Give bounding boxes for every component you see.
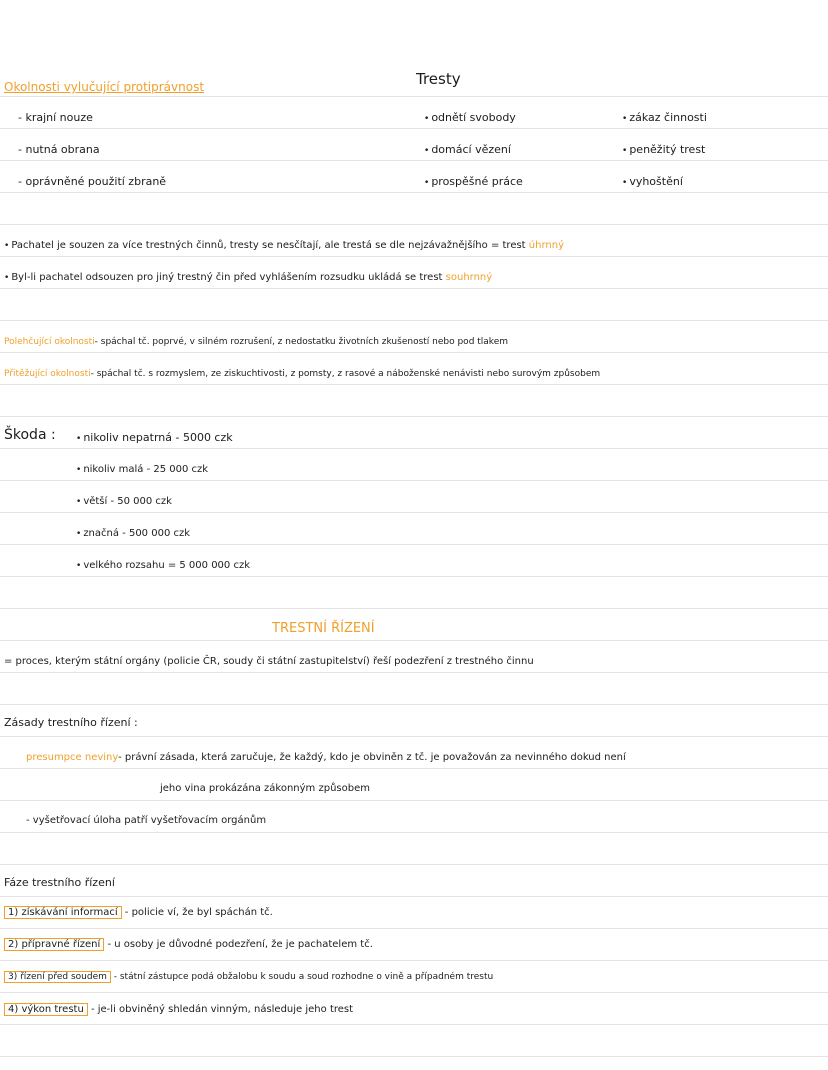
faze-step-1 [4, 906, 273, 920]
faze-step-2-text: - u osoby je důvodné podezření, že je pachatelem tč. [107, 939, 373, 950]
aggravating-label: Přitěžující okolnosti [4, 369, 91, 379]
vysetrovaci-row: - vyšetřovací úloha patří vyšetřovacím orgánům [26, 815, 267, 826]
faze-step-1-text: - policie ví, že byl spáchán tč. [124, 907, 273, 918]
okolnosti-item-2: - nutná obrana [18, 143, 100, 156]
okolnosti-item-1: - krajní nouze [18, 111, 93, 124]
faze-step-4-text: - je-li obviněný shledán vinným, následuje jeho trest [90, 1004, 354, 1015]
skoda-item-1: • nikoliv nepatrná - 5000 czk [76, 431, 233, 446]
faze-step-3-text: - státní zástupce podá obžalobu k soudu a soud rozhodne o vině a případném trestu [113, 972, 494, 982]
skoda-item-3: • větší - 50 000 czk [76, 495, 172, 509]
skoda-item-4: • značná - 500 000 czk [76, 527, 190, 541]
mitigating-row [4, 335, 508, 349]
tresty-col1-item-1: • odnětí svobody [424, 111, 516, 126]
aggravating-text: - spáchal tč. s rozmyslem, ze ziskuchtivosti, z pomsty, z rasové a náboženské nenávisti nebo surovým způsobem [90, 369, 601, 379]
presumpce-label: presumpce neviny [26, 752, 119, 763]
skoda-item-2: • nikoliv malá - 25 000 czk [76, 463, 208, 477]
tresty-col2-item-3: • vyhoštění [622, 175, 683, 190]
note-souhrnny [4, 271, 492, 285]
skoda-label: Škoda : [4, 427, 56, 443]
faze-step-4-label: 4) výkon trestu [4, 1003, 88, 1016]
rizeni-definition: = proces, kterým státní orgány (policie ČR, soudy či státní zastupitelství) řeší podezření z trestného činnu [4, 656, 534, 667]
faze-step-2-label: 2) přípravné řízení [4, 938, 104, 951]
tresty-col1-item-3: • prospěšné práce [424, 175, 523, 190]
aggravating-row [4, 367, 600, 381]
faze-step-3-label: 3) řízení před soudem [4, 971, 111, 983]
tresty-col2-item-1: • zákaz činnosti [622, 111, 707, 126]
presumpce-row [26, 751, 626, 765]
faze-step-2 [4, 938, 373, 952]
mitigating-text: - spáchal tč. poprvé, v silném rozrušení, z nedostatku životních zkušeností nebo pod tlakem [94, 337, 509, 347]
note-uhrnny-text: Pachatel je souzen za více trestných činnů, tresty se nesčítají, ale trestá se dle nejzávažnějšího = trest [11, 240, 526, 251]
faze-step-4 [4, 1003, 353, 1017]
note-souhrnny-text: Byl-li pachatel odsouzen pro jiný trestný čin před vyhlášením rozsudku ukládá se trest [11, 272, 443, 283]
mitigating-label: Polehčující okolnosti [4, 337, 95, 347]
presumpce-text-2: jeho vina prokázána zákonným způsobem [160, 783, 370, 794]
tresty-col1-item-2: • domácí vězení [424, 143, 511, 158]
note-uhrnny-term: úhrnný [528, 240, 565, 251]
faze-step-3 [4, 970, 493, 984]
rizeni-title: TRESTNÍ ŘÍZENÍ [272, 621, 375, 636]
tresty-col2-item-2: • peněžitý trest [622, 143, 705, 158]
okolnosti-item-3: - oprávněné použití zbraně [18, 175, 167, 188]
presumpce-text: - právní zásada, která zaručuje, že každý, kdo je obviněn z tč. je považován za nevinného dokud není [118, 752, 626, 763]
zasady-title: Zásady trestního řízení : [4, 716, 138, 729]
faze-step-1-label: 1) získávání informací [4, 906, 122, 919]
tresty-title: Tresty [416, 70, 461, 88]
okolnosti-title: Okolnosti vylučující protiprávnost [4, 80, 205, 94]
note-uhrnny [4, 239, 564, 253]
skoda-item-5: • velkého rozsahu = 5 000 000 czk [76, 559, 250, 573]
faze-title: Fáze trestního řízení [4, 876, 115, 889]
note-souhrnny-term: souhrnný [445, 272, 493, 283]
